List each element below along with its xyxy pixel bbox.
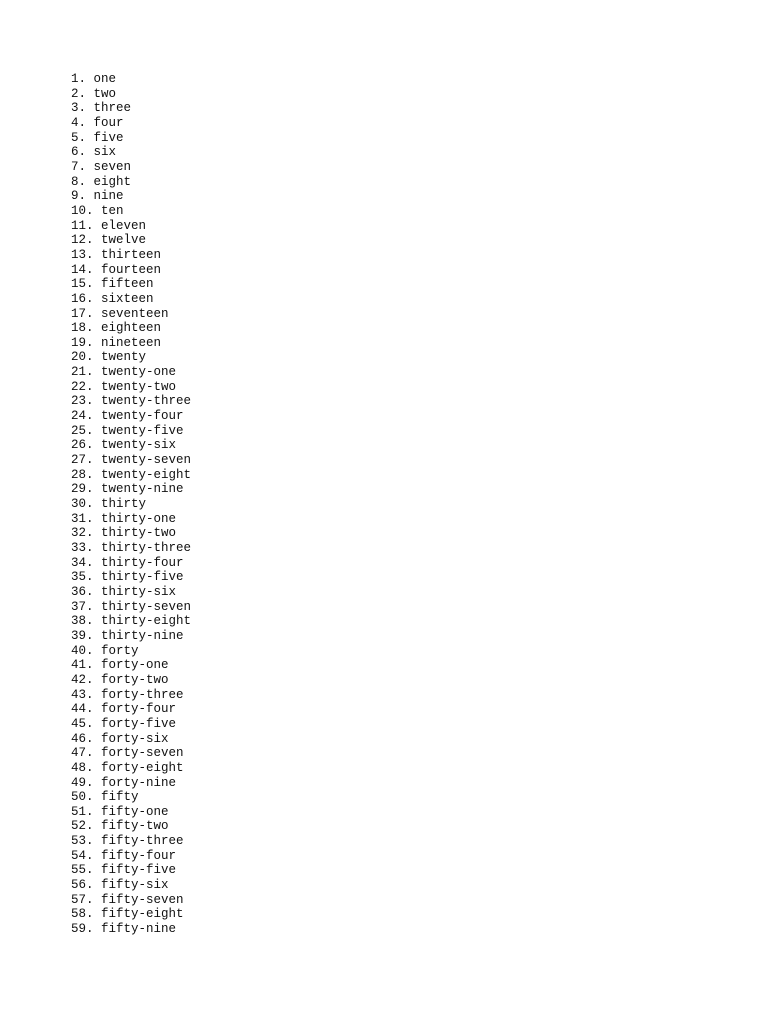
list-item: 45. forty-five: [71, 716, 177, 731]
numbered-word-list: [71, 72, 191, 937]
list-item: 55. fifty-five: [71, 863, 177, 878]
list-item: 44. forty-four: [71, 702, 177, 717]
list-item: 9. nine: [71, 189, 124, 204]
list-item: 36. thirty-six: [71, 584, 177, 599]
list-item: 33. thirty-three: [71, 541, 192, 555]
list-item: 52. fifty-two: [71, 819, 169, 834]
list-item: 21. twenty-one: [71, 365, 177, 380]
list-item: 14. fourteen: [71, 262, 162, 277]
list-item: 22. twenty-two: [71, 379, 177, 394]
list-item: 30. thirty: [71, 497, 147, 512]
list-item: 46. forty-six: [71, 731, 169, 746]
list-item: 32. thirty-two: [71, 526, 177, 541]
list-item: 49. forty-nine: [71, 775, 177, 790]
list-item: 15. fifteen: [71, 277, 154, 292]
list-item: 38. thirty-eight: [71, 614, 192, 629]
list-item: 11. eleven: [71, 218, 147, 233]
list-item: 19. nineteen: [71, 335, 162, 350]
list-item: 26. twenty-six: [71, 438, 177, 453]
list-item: 29. twenty-nine: [71, 482, 184, 497]
list-item: 42. forty-two: [71, 672, 169, 687]
list-item: 40. forty: [71, 643, 139, 658]
list-item: 28. twenty-eight: [71, 467, 192, 482]
list-item: 54. fifty-four: [71, 848, 177, 863]
list-item: 10. ten: [71, 203, 124, 218]
list-item: 39. thirty-nine: [71, 628, 184, 643]
list-item: 31. thirty-one: [71, 511, 177, 526]
list-item: 50. fifty: [71, 790, 139, 805]
list-item: 34. thirty-four: [71, 555, 184, 570]
list-item: 4. four: [71, 115, 124, 130]
list-item: 59. fifty-nine: [71, 922, 177, 937]
list-item: 17. seventeen: [71, 306, 169, 321]
list-item: 37. thirty-seven: [71, 599, 192, 614]
list-item: 35. thirty-five: [71, 570, 184, 585]
list-item: 58. fifty-eight: [71, 907, 184, 922]
list-item: 16. sixteen: [71, 291, 154, 306]
list-item: 24. twenty-four: [71, 409, 184, 424]
list-item: 3. three: [71, 101, 132, 116]
list-item: 7. seven: [71, 159, 132, 174]
list-item: 25. twenty-five: [71, 423, 184, 438]
list-item: 2. two: [71, 86, 117, 101]
list-item: 51. fifty-one: [71, 804, 169, 819]
list-item: 18. eighteen: [71, 321, 162, 336]
list-item: 56. fifty-six: [71, 878, 169, 893]
list-item: 48. forty-eight: [71, 760, 184, 775]
list-item: 41. forty-one: [71, 658, 169, 673]
list-item: 53. fifty-three: [71, 834, 184, 849]
list-item: 6. six: [71, 145, 117, 160]
list-item: 13. thirteen: [71, 247, 162, 262]
list-item: 43. forty-three: [71, 687, 184, 702]
list-item: 27. twenty-seven: [71, 453, 192, 468]
list-item: 5. five: [71, 130, 124, 145]
list-item: 47. forty-seven: [71, 746, 184, 761]
list-item: 1. one: [71, 72, 117, 86]
list-item: 20. twenty: [71, 350, 147, 365]
list-item: 12. twelve: [71, 233, 147, 248]
list-item: 23. twenty-three: [71, 394, 192, 409]
list-item: 8. eight: [71, 174, 132, 189]
list-item: 57. fifty-seven: [71, 892, 184, 907]
